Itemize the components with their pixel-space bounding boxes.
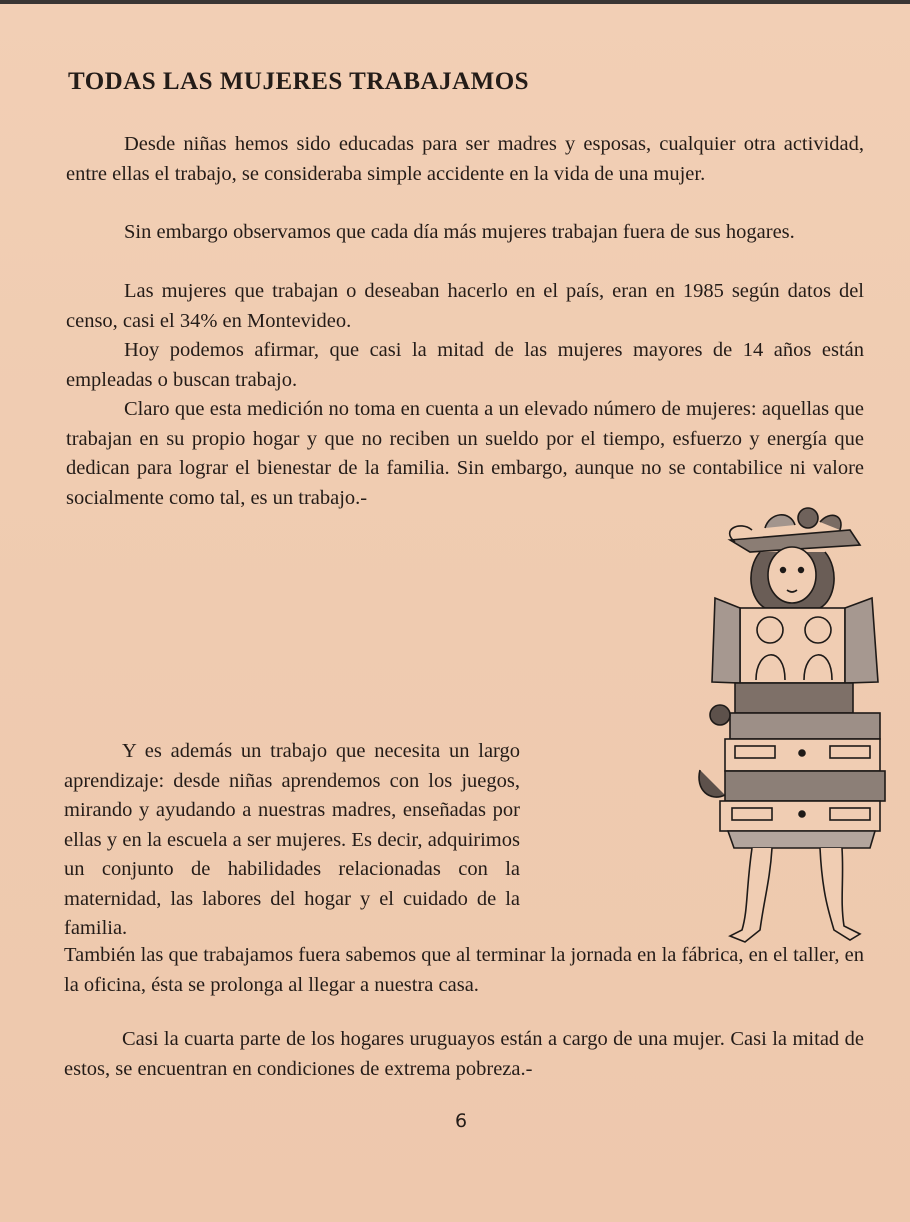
woman-with-drawers-illustration [690, 490, 895, 950]
paragraph-8: Casi la cuarta parte de los hogares uruguayos están a cargo de una mujer. Casi la mitad de estos, se encuentran en condiciones de extrema pobreza.- [64, 1028, 864, 1080]
paragraph-1: Desde niñas hemos sido educadas para ser madres y esposas, cualquier otra actividad, entre ellas el trabajo, se consideraba simple accidente en la vida de una mujer. [66, 133, 864, 185]
paragraph-3: Las mujeres que trabajan o deseaban hacerlo en el país, eran en 1985 según datos del censo, casi el 34% en Montevideo. [66, 280, 864, 332]
paragraph-4: Hoy podemos afirmar, que casi la mitad de las mujeres mayores de 14 años están empleadas o buscan trabajo. [66, 339, 864, 391]
paragraph-5: Claro que esta medición no toma en cuenta a un elevado número de mujeres: aquellas que trabajan en su propio hogar y que no reciben un sueldo por el tiempo, esfuerzo y energía que dedican para lograr el bienestar de la familia. Sin embargo, aunque no se contabilice ni valore socialmente como tal, es un trabajo.- [66, 398, 864, 509]
paragraph-2: Sin embargo observamos que cada día más mujeres trabajan fuera de sus hogares. [124, 221, 795, 243]
paragraph-6: Y es además un trabajo que necesita un largo aprendizaje: desde niñas aprendemos con los juegos, mirando y ayudando a nuestras madres, enseñadas por ellas y en la escuela a ser mujeres. Es decir, adquirimos un conjunto de habilidades relacionadas con la maternidad, las labores del hogar y el cuidado de la familia. [64, 740, 520, 939]
paragraph-7: También las que trabajamos fuera sabemos que al terminar la jornada en la fábrica, en el taller, en la oficina, ésta se prolonga al llegar a nuestra casa. [64, 944, 864, 996]
page-title: TODAS LAS MUJERES TRABAJAMOS [68, 68, 530, 95]
page-number: 6 [455, 1110, 468, 1132]
top-edge-shadow [0, 0, 910, 4]
